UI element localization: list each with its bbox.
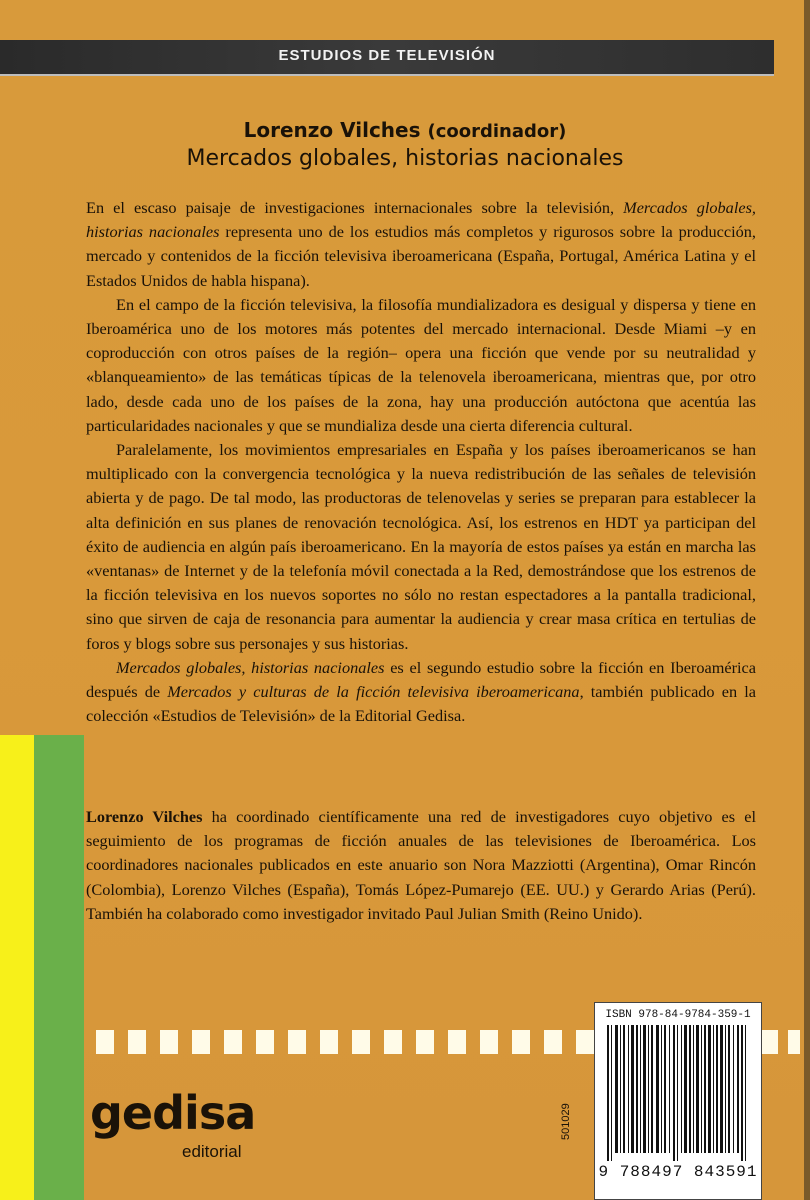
synopsis-paragraph-4	[86, 656, 756, 729]
publisher-sub: editorial	[182, 1142, 242, 1161]
book-title: Mercados globales, historias nacionales	[186, 146, 624, 171]
yellow-stripe	[0, 735, 34, 1200]
author-role: (coordinador)	[427, 121, 567, 142]
isbn-label: ISBN 978-84-9784-359-1	[605, 1009, 751, 1021]
synopsis-paragraph-3: Paralelamente, los movimientos empresariales en España y los países iberoamericanos se han multiplicado con la convergencia tecnológica y la nueva redistribución de las señales de televisión abierta y de pago. De tal modo, las productoras de telenovelas y series se preparan para establecer la alta definición en sus planes de renovación tecnológica. Así, los estrenos en HDT ya participan del éxito de audiencia en algún país iberoamericano. En la mayoría de estos países ya están en marcha las «ventanas» de Internet y de la telefonía móvil conectada a la Red, demostrándose que los estrenos de la ficción televisiva en los nuevos soportes no sólo no restan espectadores a la pantalla tradicional, sino que sirven de caja de resonancia para aumentar la audiencia y crear masa crítica en tertulias de foros y blogs sobre sus personajes y sus historias.	[86, 440, 756, 653]
author-line	[0, 118, 810, 142]
film-strip-decoration-right	[760, 1030, 800, 1054]
synopsis-paragraph-1	[86, 196, 756, 293]
publisher-name: gedisa	[90, 1086, 256, 1140]
barcode-panel	[594, 1002, 762, 1200]
author-name: Lorenzo Vilches	[243, 118, 421, 142]
bio-name: Lorenzo Vilches	[86, 807, 203, 826]
synopsis-paragraph-2: En el campo de la ficción televisiva, la filosofía mundializadora es desigual y dispersa y tiene en Iberoamérica uno de los motores más potentes del mercado internacional. Desde Miami –y en coproducción con otros países de la región– opera una ficción que vende por su neutralidad y «blanqueamiento» de las temáticas típicas de la telenovela iberoamericana, mientras que, por otro lado, desde cada uno de los países de la zona, hay una producción autóctona que acentúa las particularidades nacionales y que se mundializa desde una cierta diferencia cultural.	[86, 294, 756, 435]
p1-title-italic: Mercados globales, historias nacionales	[86, 198, 756, 242]
author-bio	[86, 805, 756, 926]
product-code: 501029	[560, 1103, 572, 1140]
p4-ref-italic: Mercados y culturas de la ficción televisiva iberoamericana	[167, 682, 580, 702]
green-stripe	[34, 735, 84, 1200]
series-band	[0, 40, 774, 76]
p1-text-b: representa uno de los estudios más completos y rigurosos sobre la producción, mercado y contenidos de la ficción televisiva iberoamericana (España, Portugal, América Latina y el Estados Unidos de habla hispana).	[86, 222, 756, 290]
series-label: ESTUDIOS DE TELEVISIÓN	[278, 47, 496, 64]
bio-text: ha coordinado científicamente una red de investigadores cuyo objetivo es el seguimiento de los programas de ficción anuales de las televisiones de Iberoamérica. Los coordinadores nacionales publicados en este anuario son Nora Mazziotti (Argentina), Omar Rincón (Colombia), Lorenzo Vilches (España), Tomás López-Pumarejo (EE. UU.) y Gerardo Arias (Perú). También ha colaborado como investigador invitado Paul Julian Smith (Reino Unido).	[86, 807, 756, 923]
film-strip-decoration	[96, 1030, 596, 1054]
synopsis	[86, 196, 756, 728]
p4-text-b: , también publicado en la colección «Estudios de Televisión» de la Editorial Gedisa.	[86, 682, 756, 726]
p4-text-a: es el segundo estudio sobre la ficción en Iberoamérica después de	[86, 657, 757, 702]
barcode-image	[607, 1025, 749, 1161]
p4-title-italic: Mercados globales, historias nacionales	[116, 657, 385, 677]
publisher-logo	[90, 1086, 256, 1176]
barcode-digits: 9 788497 843591	[598, 1163, 758, 1181]
p1-text-a: En el escaso paisaje de investigaciones internacionales sobre la televisión,	[86, 198, 615, 217]
cover-edge	[804, 0, 810, 1200]
